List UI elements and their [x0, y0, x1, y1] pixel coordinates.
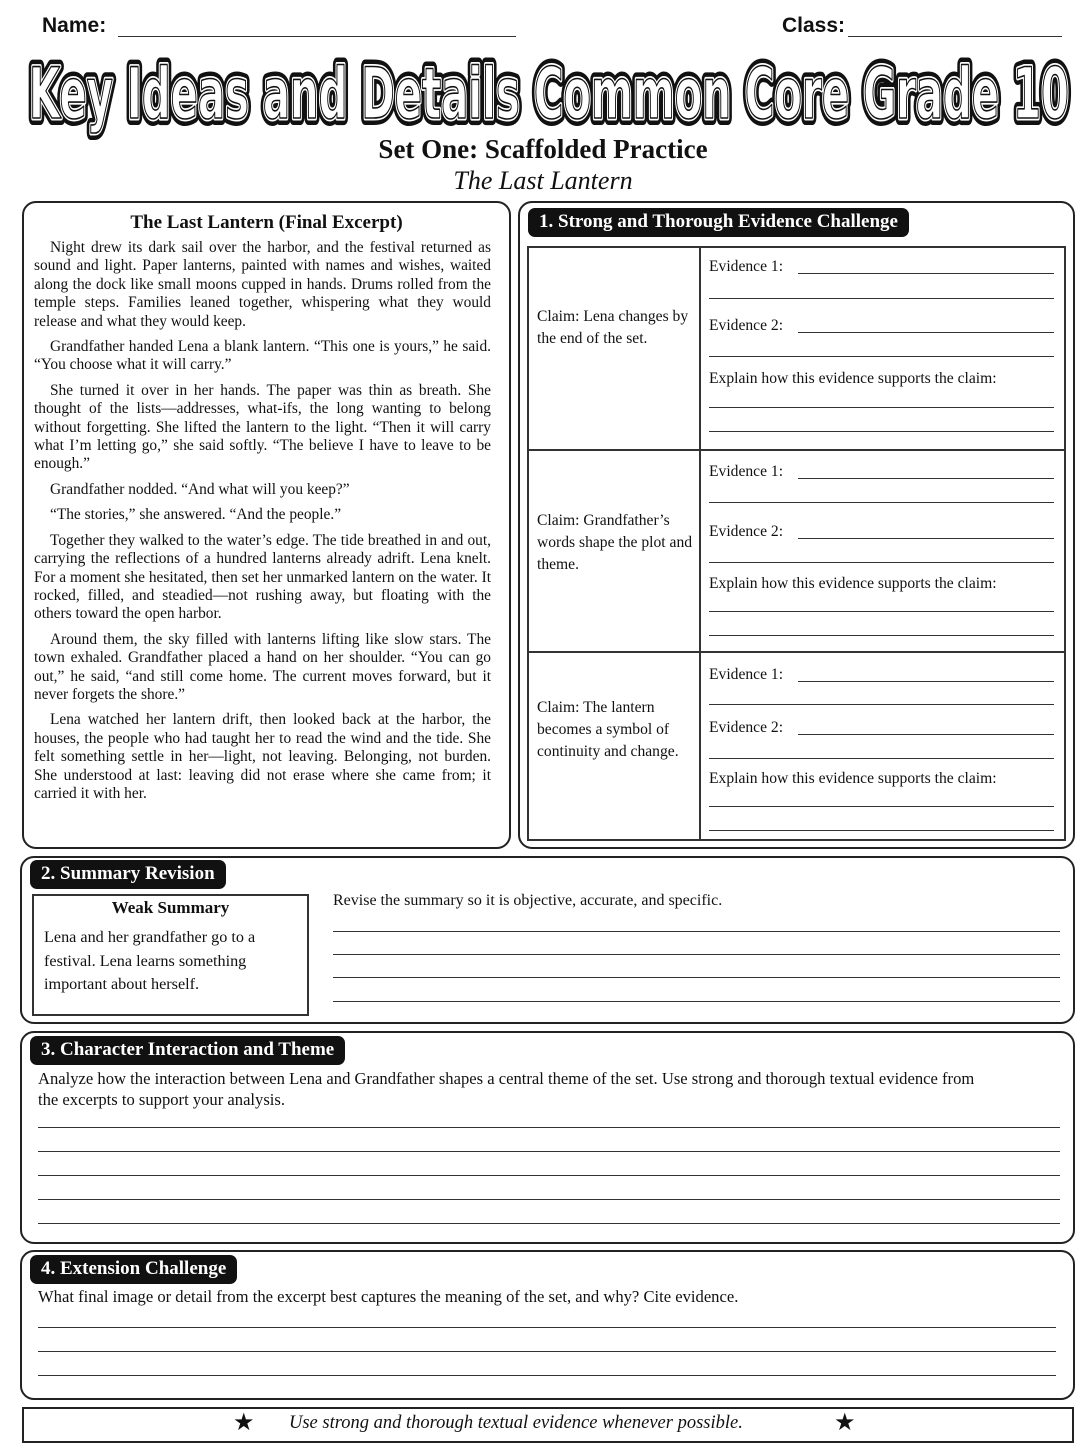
evidence-2-line-2[interactable]: [709, 356, 1054, 357]
story-paragraph: Night drew its dark sail over the harbor, and the festival returned as sound and light. Paper lanterns, painted with names and wishes, waited along the dock like small moons cupped in hands. Drums rolled from the temple steps. Families leaned together, whispering what they would release and what they would keep.: [34, 239, 491, 330]
evidence-1-line[interactable]: [798, 273, 1054, 274]
extension-answer-line[interactable]: [38, 1327, 1056, 1328]
evidence-1-line[interactable]: [798, 681, 1054, 682]
section1-tag: 1. Strong and Thorough Evidence Challenge: [528, 208, 909, 237]
summary-answer-line[interactable]: [333, 1001, 1060, 1002]
story-paragraph: Lena watched her lantern drift, then looked back at the harbor, the houses, the people who had taught her to read the wind and the tide. She felt something settle in her—light, not leaving. Belonging, not burden. She understood at last: leaving did not erase where she came from; it carried it with her.: [34, 711, 491, 802]
theme-prompt: Analyze how the interaction between Lena and Grandfather shapes a central theme of the set. Use strong and thorough textual evidence from the excerpts to support your analysis.: [38, 1069, 975, 1109]
story-panel: [22, 201, 511, 849]
table-divider: [699, 246, 701, 841]
explain-label: Explain how this evidence supports the claim:: [709, 575, 997, 592]
evidence-2-line[interactable]: [798, 332, 1054, 333]
extension-answer-line[interactable]: [38, 1351, 1056, 1352]
evidence-1-label: Evidence 1:: [709, 258, 784, 275]
page-title-text: Key Ideas and Details Common Core Grade 10: [29, 53, 1069, 135]
claim-3: Claim: The lantern becomes a symbol of continuity and change.: [537, 699, 679, 760]
evidence-2-line-2[interactable]: [709, 562, 1054, 563]
star-icon: ★: [233, 1410, 255, 1436]
evidence-1-label: Evidence 1:: [709, 666, 784, 683]
explain-label: Explain how this evidence supports the claim:: [709, 370, 997, 387]
summary-answer-line[interactable]: [333, 931, 1060, 932]
evidence-1-line[interactable]: [798, 478, 1054, 479]
claim-1: Claim: Lena changes by the end of the set.: [537, 308, 689, 347]
star-icon: ★: [834, 1410, 856, 1436]
page-title: [14, 50, 1084, 142]
story-paragraph: Grandfather handed Lena a blank lantern. “This one is yours,” he said. “You choose what it will carry.”: [34, 338, 491, 374]
row-divider: [527, 449, 1066, 451]
evidence-2-label: Evidence 2:: [709, 523, 784, 540]
page-title-text-inner: Key Ideas and Details Common Core Grade 10: [29, 53, 1069, 135]
story-subtitle: The Last Lantern: [453, 166, 633, 195]
explain-line[interactable]: [709, 431, 1054, 432]
explain-line[interactable]: [709, 806, 1054, 807]
explain-line[interactable]: [709, 635, 1054, 636]
set-title: Set One: Scaffolded Practice: [378, 134, 708, 164]
summary-answer-line[interactable]: [333, 954, 1060, 955]
section2-tag: 2. Summary Revision: [30, 860, 226, 889]
weak-summary-title: Weak Summary: [111, 898, 230, 917]
theme-answer-line[interactable]: [38, 1199, 1060, 1200]
story-paragraph: She turned it over in her hands. The paper was thin as breath. She thought of the lists—addresses, what-ifs, the long wanting to belong without forgetting. She lifted the lantern to the light. “Then it will carry what I’m letting go,” she said softly. “The believe I have to leave to be enough.”: [34, 381, 491, 473]
theme-answer-line[interactable]: [38, 1151, 1060, 1152]
evidence-1-line-2[interactable]: [709, 298, 1054, 299]
theme-answer-line[interactable]: [38, 1175, 1060, 1176]
explain-line[interactable]: [709, 830, 1054, 831]
extension-prompt: What final image or detail from the excerpt best captures the meaning of the set, and why? Cite evidence.: [38, 1287, 739, 1306]
theme-answer-line[interactable]: [38, 1127, 1060, 1128]
section4-tag: 4. Extension Challenge: [30, 1255, 237, 1284]
story-paragraph: Together they walked to the water’s edge. The tide breathed in and out, carrying the reflections of a hundred lanterns already adrift. Lena knelt. For a moment she hesitated, then set her unmarked lantern on the water. It rocked, filled, and steadied—not rushing away, but floating with the others toward the open harbor.: [34, 531, 491, 623]
evidence-1-label: Evidence 1:: [709, 463, 784, 480]
extension-answer-line[interactable]: [38, 1375, 1056, 1376]
explain-line[interactable]: [709, 611, 1054, 612]
evidence-1-line-2[interactable]: [709, 502, 1054, 503]
story-text: [34, 239, 491, 810]
section3-tag: 3. Character Interaction and Theme: [30, 1036, 345, 1065]
footer-text: Use strong and thorough textual evidence whenever possible.: [289, 1413, 743, 1433]
story-paragraph: Around them, the sky filled with lanterns lifting like slow stars. The town exhaled. Grandfather placed a hand on her shoulder. “You can go out,” he said, “and still come home. The current moves forward, but it never forgets the shore.”: [34, 630, 491, 703]
summary-prompt: Revise the summary so it is objective, accurate, and specific.: [333, 892, 723, 909]
name-line[interactable]: [118, 36, 516, 37]
page-title-text-outline: Key Ideas and Details Common Core Grade 10: [29, 53, 1069, 135]
name-label: Name:: [42, 14, 107, 37]
explain-label: Explain how this evidence supports the claim:: [709, 770, 997, 787]
weak-summary-box: [32, 894, 309, 1016]
summary-answer-line[interactable]: [333, 977, 1060, 978]
evidence-2-line-2[interactable]: [709, 758, 1054, 759]
story-title: The Last Lantern (Final Excerpt): [130, 212, 403, 233]
evidence-2-line[interactable]: [798, 538, 1054, 539]
weak-summary-text: Lena and her grandfather go to a festival. Lena learns something important about herself.: [44, 928, 256, 993]
explain-line[interactable]: [709, 407, 1054, 408]
story-paragraph: “The stories,” she answered. “And the people.”: [50, 506, 342, 524]
class-label: Class:: [782, 14, 846, 37]
evidence-2-line[interactable]: [798, 734, 1054, 735]
evidence-2-label: Evidence 2:: [709, 317, 784, 334]
class-line[interactable]: [848, 36, 1062, 37]
theme-answer-line[interactable]: [38, 1223, 1060, 1224]
row-divider: [527, 651, 1066, 653]
story-paragraph: Grandfather nodded. “And what will you keep?”: [50, 480, 350, 498]
claim-2: Claim: Grandfather’s words shape the plot and theme.: [537, 512, 693, 573]
evidence-2-label: Evidence 2:: [709, 719, 784, 736]
evidence-1-line-2[interactable]: [709, 704, 1054, 705]
